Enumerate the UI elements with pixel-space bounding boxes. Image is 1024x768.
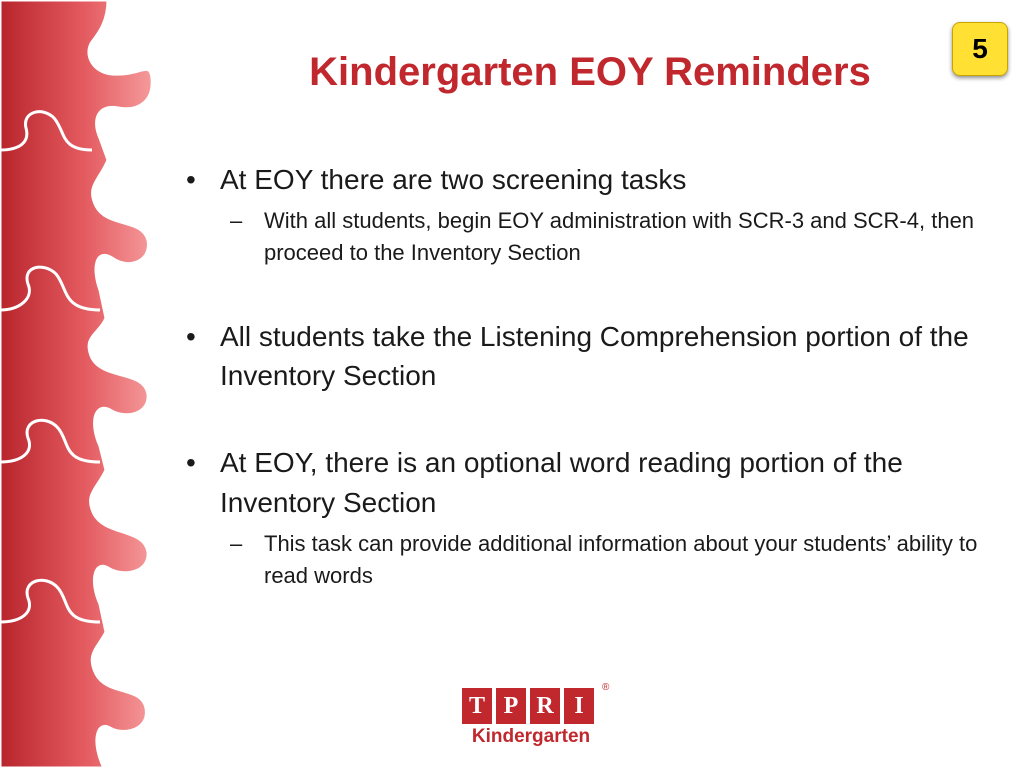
sub-bullet-dash: – — [230, 208, 243, 234]
sub-bullet-item — [220, 528, 980, 592]
logo-subtitle: Kindergarten — [471, 726, 591, 747]
sub-bullet-dash: – — [230, 530, 243, 556]
sub-bullet-text: This task can provide additional information about your students’ ability to read words — [264, 530, 978, 588]
bullet-text: At EOY, there is an optional word reading portion of the Inventory Section — [220, 447, 903, 518]
puzzle-decoration — [0, 0, 160, 768]
logo-letter: I — [564, 688, 594, 724]
registered-mark: ® — [602, 682, 610, 693]
slide-title: Kindergarten EOY Reminders — [309, 50, 871, 94]
bullet-list — [180, 160, 980, 592]
bullet-item — [180, 317, 980, 395]
bullet-item — [180, 443, 980, 591]
tpri-logo — [462, 682, 610, 760]
sub-bullet-item — [220, 205, 980, 269]
bullet-dot: • — [186, 164, 196, 195]
page-number-badge: 5 — [952, 22, 1008, 76]
bullet-item — [180, 160, 980, 269]
logo-letter: P — [496, 688, 526, 724]
bullet-dot: • — [186, 447, 196, 479]
logo-letter: R — [530, 688, 560, 724]
puzzle-piece-edge — [0, 0, 152, 768]
sub-bullet-text: With all students, begin EOY administration with SCR-3 and SCR-4, then proceed to the Inventory Section — [264, 208, 975, 266]
logo-letter: T — [462, 688, 492, 724]
bullet-text: At EOY there are two screening tasks — [220, 164, 687, 195]
bullet-dot: • — [186, 320, 196, 352]
bullet-text: All students take the Listening Comprehension portion of the Inventory Section — [220, 320, 969, 392]
